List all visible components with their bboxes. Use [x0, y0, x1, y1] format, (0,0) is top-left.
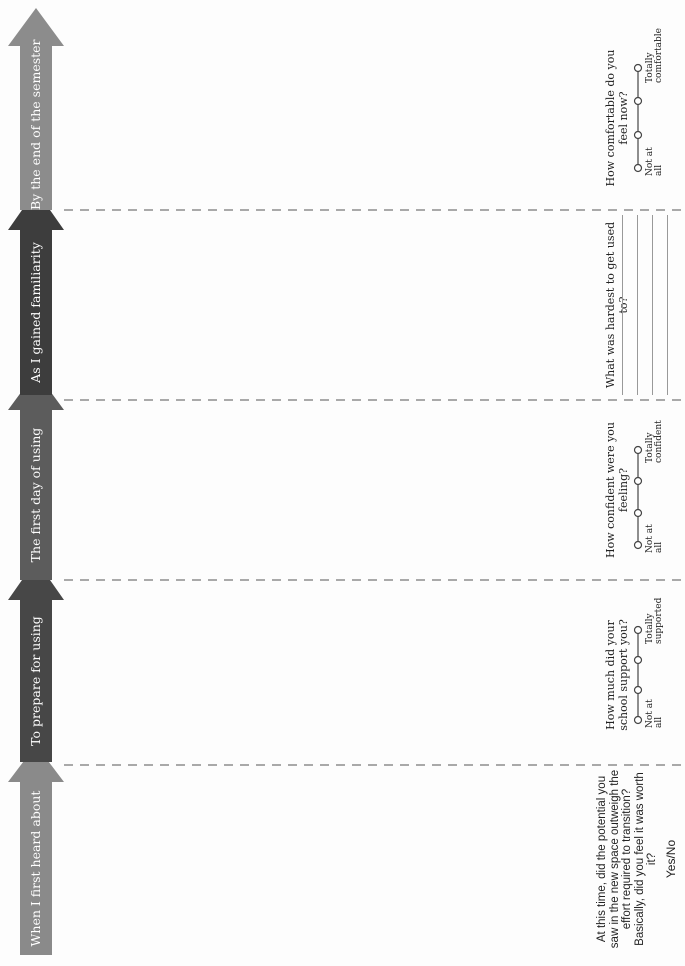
- scale-option: [635, 98, 642, 105]
- scale-option: [635, 165, 642, 172]
- scale-high-label: Totally supported: [645, 597, 664, 644]
- scale-option: [635, 542, 642, 549]
- question-school-support: How much did your school support you?: [604, 619, 630, 731]
- stage-label: By the end of the semester: [28, 39, 43, 210]
- scale-option: [635, 65, 642, 72]
- scale-option: [635, 132, 642, 139]
- stage-label: When I first heard about: [28, 790, 43, 947]
- question-confidence: How confident were you feeling?: [604, 422, 630, 558]
- question-worth-it: [596, 766, 678, 952]
- scale-option: [635, 717, 642, 724]
- answer-line[interactable]: [622, 215, 623, 395]
- scale-option: [635, 510, 642, 517]
- question-hardest: What was hardest to get used to?: [604, 221, 630, 389]
- scale-low-label: Not at all: [645, 699, 664, 728]
- yes-no-answer[interactable]: Yes/No: [663, 839, 678, 879]
- stage-label: To prepare for using: [28, 616, 43, 746]
- stage-label: As I gained familiarity: [28, 242, 43, 383]
- scale-low-label: Not at all: [645, 524, 664, 553]
- answer-line[interactable]: [667, 215, 668, 395]
- scale-option: [635, 627, 642, 634]
- scale-low-label: Not at all: [645, 147, 664, 176]
- scale-option: [635, 687, 642, 694]
- scale-option: [635, 657, 642, 664]
- scale-high-label: Totally comfortable: [645, 28, 664, 83]
- answer-line[interactable]: [652, 215, 653, 395]
- scale-option: [635, 478, 642, 485]
- scale-high-label: Totally confident: [645, 420, 664, 463]
- question-text: At this time, did the potential you saw in the new space outweigh the effort required to transition? Basically, did you feel it was worth it?: [596, 769, 658, 949]
- answer-line[interactable]: [637, 215, 638, 395]
- stage-label: The first day of using: [28, 427, 43, 563]
- scale-option: [635, 447, 642, 454]
- question-comfort: How comfortable do you feel now?: [604, 49, 630, 187]
